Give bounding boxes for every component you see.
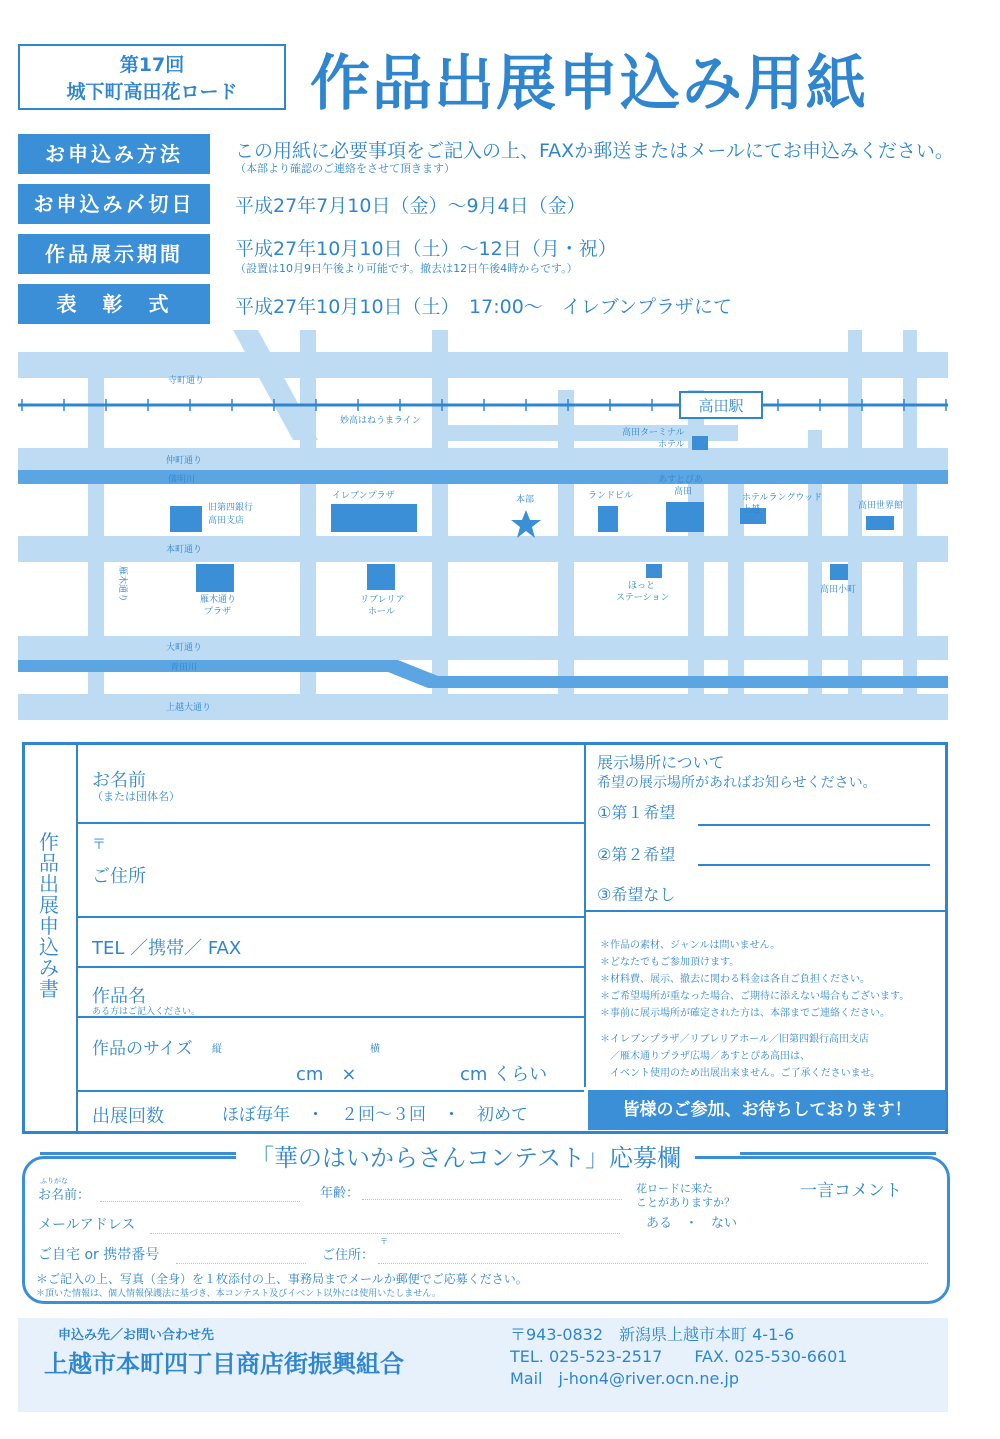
- tel-label: TEL ／携帯／ FAX: [92, 938, 242, 959]
- area-map: [18, 330, 948, 720]
- note-7: ／雁木通りプラザ広場／あすとぴあ高田は、: [600, 1051, 810, 1062]
- note-2: ＊どなたでもご参加頂けます。: [600, 957, 740, 968]
- contest-note-1: ＊ご記入の上、写真（全身）を１枚添付の上、事務局までメールか郵便でご応募ください。: [36, 1272, 528, 1286]
- form-line-right: [586, 910, 948, 912]
- map-label-hotto-2: ステーション: [616, 593, 670, 603]
- exhibit-period-note: （設置は10月9日午後より可能です。撤去は12日午後4時からです。）: [235, 262, 578, 275]
- contest-note-2: ＊頂いた情報は、個人情報保護法に基づき、本コンテスト及びイベント以外には使用いたしません。: [36, 1289, 441, 1299]
- form-divider-side: [76, 745, 78, 1132]
- size-yoko: 横: [370, 1044, 380, 1055]
- place-choice-2-line[interactable]: [698, 864, 930, 866]
- contest-email-field[interactable]: [150, 1232, 620, 1234]
- contest-address-label: ご住所：: [322, 1248, 375, 1263]
- place-title: 展示場所について: [597, 753, 725, 772]
- place-choice-2: ②第２希望: [597, 845, 676, 864]
- size-unit-2: cm くらい: [460, 1064, 548, 1085]
- map-label-gangi-plaza-1: 雁木通り: [200, 595, 237, 605]
- contest-comment-label: 一言コメント: [800, 1181, 902, 1201]
- edition-number: 第17回: [119, 54, 185, 76]
- contest-title-rule-left: [40, 1152, 236, 1155]
- form-line-3: [76, 966, 584, 968]
- contest-question-options[interactable]: ある ・ ない: [646, 1216, 738, 1231]
- footer-address: 〒943-0832 新潟県上越市本町 4-1-6: [510, 1325, 795, 1344]
- map-label-joetsu-odori: 上越大通り: [166, 703, 212, 713]
- map-label-gimei: 儀明川: [168, 475, 196, 485]
- size-label: 作品のサイズ: [92, 1039, 193, 1059]
- map-label-eleven: イレブンプラザ: [332, 491, 395, 501]
- map-label-hotto-1: ほっと: [628, 581, 656, 591]
- contest-furigana: ふりがな: [40, 1177, 68, 1185]
- map-station: 高田駅: [698, 397, 744, 415]
- map-label-terminal-1: 高田ターミナル: [622, 428, 685, 438]
- contest-address-field[interactable]: [378, 1262, 928, 1264]
- map-label-gangi-plaza-2: プラザ: [204, 607, 232, 617]
- contest-email-label: メールアドレス: [38, 1217, 136, 1233]
- map-label-libreria-2: ホール: [368, 607, 395, 617]
- page-title: 作品出展申込み用紙: [310, 49, 868, 119]
- size-unit-1: cm ×: [296, 1064, 357, 1085]
- footer-org: 上越市本町四丁目商店街振興組合: [44, 1350, 404, 1378]
- form-line-2: [76, 916, 584, 918]
- label-apply-method: お申込み方法: [18, 134, 210, 174]
- form-line-1: [76, 822, 584, 824]
- map-label-sekaikan: 高田世界館: [858, 501, 904, 511]
- contest-postal-mark: 〒: [380, 1237, 388, 1246]
- form-line-5: [76, 1090, 584, 1092]
- map-label-teramachi: 寺町通り: [168, 376, 205, 386]
- work-sub-label: ある方はご記入ください。: [92, 1007, 201, 1017]
- footer-mail[interactable]: Mail j-hon4@river.ocn.ne.jp: [510, 1369, 739, 1388]
- map-label-land: ランドビル: [588, 491, 634, 501]
- note-1: ＊作品の素材、ジャンルは問いません。: [600, 940, 781, 951]
- map-label-langwood-2: 上越: [742, 505, 761, 515]
- place-desc: 希望の展示場所があればお知らせください。: [597, 775, 877, 791]
- map-label-bank-1: 旧第四銀行: [208, 503, 254, 513]
- map-label-bank-2: 高田支店: [208, 516, 245, 526]
- map-label-komachi: 高田小町: [820, 585, 857, 595]
- label-ceremony: 表 彰 式: [18, 284, 210, 324]
- contest-name-label: お名前：: [38, 1188, 91, 1203]
- note-4: ＊ご希望場所が重なった場合、ご期待に添えない場合もございます。: [600, 991, 910, 1002]
- place-choice-1: ①第１希望: [597, 803, 676, 822]
- label-deadline: お申込み〆切日: [18, 184, 210, 224]
- contest-title-rule-right: [740, 1152, 936, 1155]
- map-label-omachi: 大町通り: [166, 643, 203, 653]
- note-8: イベント使用のため出展出来ません。ご了承くださいませ。: [600, 1068, 881, 1079]
- label-exhibit-period: 作品展示期間: [18, 234, 210, 274]
- contest-phone-label: ご自宅 or 携帯番号: [38, 1247, 160, 1263]
- map-label-nakamachi: 仲町通り: [166, 456, 203, 466]
- work-label: 作品名: [92, 986, 146, 1007]
- place-choice-3: ③希望なし: [597, 885, 676, 904]
- form-side-title: 作品出展申込み書: [39, 830, 59, 1001]
- contest-question-2: ことがありますか？: [636, 1196, 735, 1209]
- exhibit-period-text: 平成27年10月10日（土）～12日（月・祝）: [235, 238, 617, 260]
- map-label-honcho: 本町通り: [166, 545, 203, 555]
- count-options[interactable]: ほぼ毎年 ・ ２回～３回 ・ 初めて: [222, 1105, 528, 1125]
- postal-mark: 〒: [92, 837, 106, 853]
- address-label: ご住所: [92, 866, 146, 887]
- place-choice-1-line[interactable]: [698, 824, 930, 826]
- note-5: ＊事前に展示場所が確定された方は、本部までご連絡ください。: [600, 1008, 890, 1019]
- map-label-asutopia-1: あすとぴあ: [658, 475, 704, 485]
- name-label: お名前: [92, 770, 146, 791]
- map-label-asutopia-2: 高田: [674, 487, 693, 497]
- map-label-myoko: 妙高はねうまライン: [340, 416, 421, 426]
- apply-method-note: （本部より確認のご連絡をさせて頂きます）: [235, 162, 455, 175]
- contest-age-label: 年齢：: [320, 1186, 360, 1201]
- footer-contact-label: 申込み先／お問い合わせ先: [58, 1328, 215, 1343]
- edition-box: [18, 44, 286, 110]
- ceremony-text: 平成27年10月10日（土） 17:00～ イレブンプラザにて: [235, 296, 733, 318]
- contest-name-field[interactable]: [100, 1200, 300, 1202]
- contest-phone-field[interactable]: [176, 1262, 306, 1264]
- apply-method-text: この用紙に必要事項をご記入の上、FAXか郵送またはメールにてお申込みください。: [235, 140, 954, 162]
- welcome-banner: 皆様のご参加、お待ちしております！: [588, 1090, 946, 1130]
- contest-age-field[interactable]: [362, 1198, 622, 1200]
- deadline-text: 平成27年7月10日（金）～9月4日（金）: [235, 195, 586, 217]
- form-divider-center: [584, 745, 586, 1087]
- footer-tel-fax: TEL. 025-523-2517 FAX. 025-530-6601: [510, 1347, 848, 1366]
- map-label-langwood-1: ホテルラングウッド: [742, 493, 823, 503]
- count-label: 出展回数: [92, 1106, 164, 1127]
- map-label-hq: 本部: [516, 495, 535, 505]
- contest-title: 「華のはいからさんコンテスト」応募欄: [236, 1138, 695, 1173]
- note-6: ＊イレブンプラザ／リブレリアホール／旧第四銀行高田支店: [600, 1034, 869, 1045]
- name-sub-label: （または団体名）: [92, 790, 180, 803]
- map-label-terminal-2: ホテル: [658, 440, 685, 450]
- note-3: ＊材料費、展示、撤去に関わる料金は各自ご負担ください。: [600, 974, 870, 985]
- map-label-gangi: 雁木通り: [117, 566, 127, 603]
- map-label-aota: 青田川: [170, 663, 198, 673]
- map-label-libreria-1: リブレリア: [360, 595, 405, 605]
- contest-question-1: 花ロードに来た: [636, 1182, 713, 1195]
- size-tate: 縦: [212, 1044, 222, 1055]
- event-name: 城下町高田花ロード: [66, 81, 238, 103]
